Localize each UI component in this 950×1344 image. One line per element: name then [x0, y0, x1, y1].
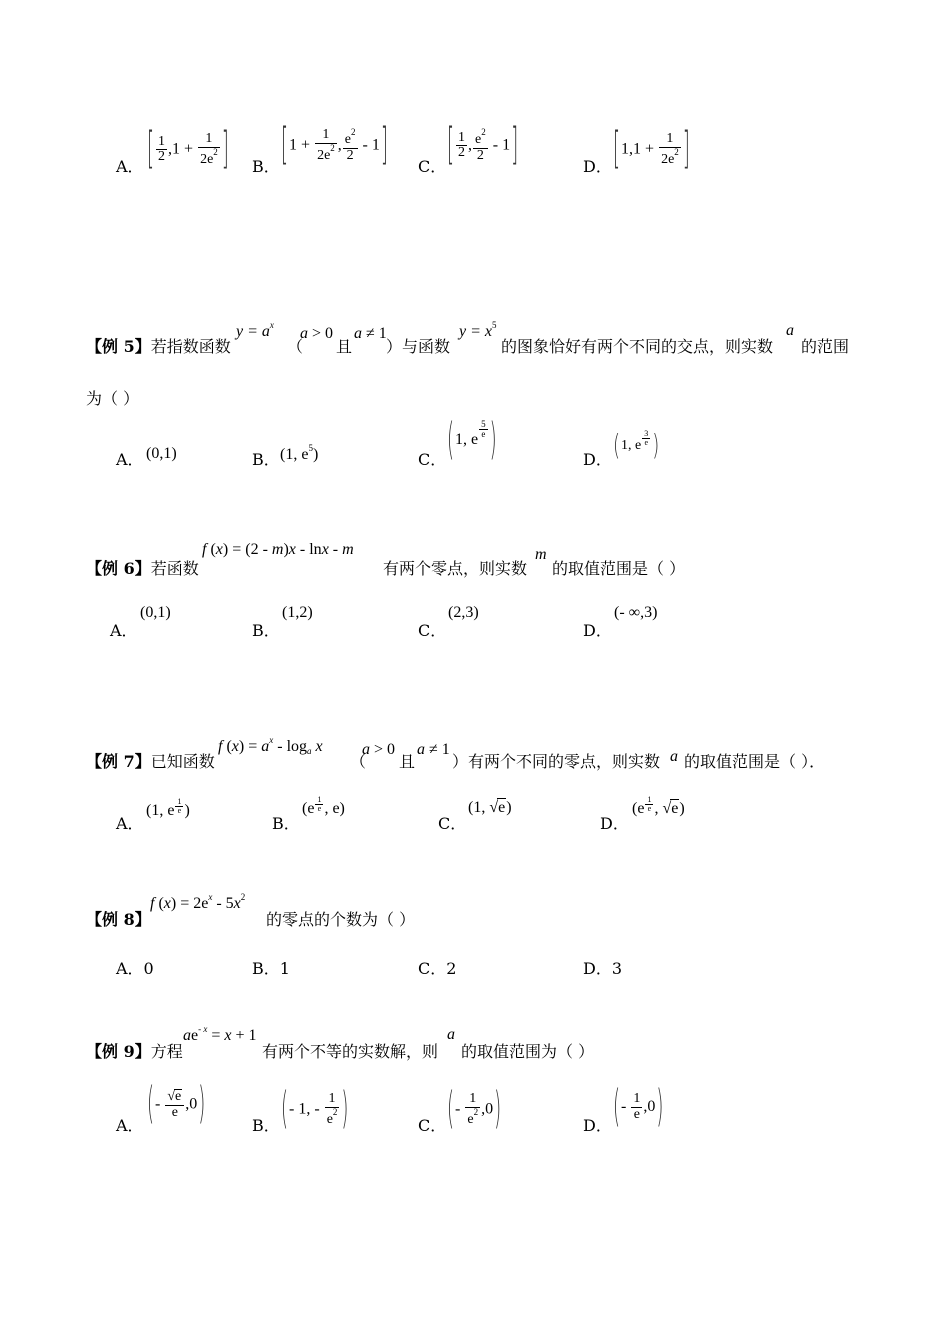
ex5-formula-y-ax: $y = a^x$: [236, 320, 274, 340]
fraction: $\frac{1}{2e^2}$: [200, 131, 218, 167]
ex5-cond-a-pos: a > 0: [300, 325, 334, 342]
ex6-stem-end: 的取值范围是（ ）: [552, 559, 686, 578]
ex9-option-d-label: D．: [583, 1116, 612, 1135]
right-paren: ): [652, 428, 660, 463]
fraction: $\frac{√e}{e}$: [165, 1089, 184, 1120]
ex7-and: 且: [399, 752, 416, 771]
fraction: $\frac{1}{e}$: [633, 1091, 641, 1122]
right-paren: ): [494, 1084, 502, 1135]
fraction: $\frac{1}{e^2}$: [467, 1091, 479, 1127]
ex9-option-a-label: A．: [116, 1116, 144, 1135]
ex4-option-d-expr: [1,1 + $\frac{1}{2e^2}$ ]: [613, 124, 690, 175]
ex9-stem-mid: 有两个不等的实数解，则: [262, 1042, 439, 1061]
ex5-stem-line1: [86, 334, 231, 357]
option-label: D．: [583, 157, 612, 176]
ex7-option-c-expr: (1, √e): [468, 799, 512, 816]
right-bracket: ]: [682, 124, 690, 175]
ex9-option-a-expr: (- $\frac{√e}{e}$ ,0): [147, 1079, 206, 1130]
ex5-option-a-expr: (0,1): [146, 445, 177, 462]
ex5-option-b-label: B．: [252, 450, 280, 469]
ex9-option-d-expr: (- $\frac{1}{e}$ ,0): [613, 1081, 664, 1133]
left-paren: (: [613, 428, 621, 463]
ex4-option-b: [252, 154, 280, 177]
stem-text: 若函数: [150, 559, 199, 578]
fraction: $\frac{e^2}{2}$: [344, 127, 356, 163]
ex7-cond-a-ne-1: a ≠ 1: [417, 741, 450, 758]
ex4-option-b-expr: [1 + $\frac{1}{2e^2}$ , $\frac{e^2}{2}$ - 1]: [281, 120, 388, 171]
ex5-option-b-expr: (1, $e^5$): [280, 443, 319, 463]
ex7-var-a: a: [670, 748, 678, 765]
ex4-option-c: [418, 154, 446, 177]
right-bracket: ]: [380, 120, 388, 171]
ex6-option-d-expr: (- ∞,3): [614, 604, 658, 621]
ex5-and: 且: [336, 337, 353, 356]
left-paren: (: [447, 415, 455, 466]
ex5-option-c-expr: (1, e $^{\frac{5}{e}}$ ): [447, 415, 497, 466]
ex8-stem: 的零点的个数为（ ）: [266, 910, 416, 929]
ex5-stem-tail: 的图象恰好有两个不同的交点，则实数: [501, 337, 774, 356]
ex4-option-a: [116, 154, 144, 177]
ex6-option-c-label: C．: [418, 621, 447, 640]
ex7-cond-a-pos: a > 0: [362, 741, 396, 758]
option-label: C．: [418, 157, 447, 176]
ex9-var-a: a: [447, 1026, 455, 1043]
example-label: 【例 9】: [86, 1042, 151, 1061]
fraction: $\frac{1}{e^2}$: [326, 1091, 338, 1127]
left-bracket: [: [613, 124, 621, 175]
option-label: B．: [252, 157, 280, 176]
ex7-option-d-label: D．: [600, 814, 629, 833]
ex8-function-formula: f $(x) = 2e^x - 5x^2$: [150, 892, 246, 912]
right-paren: ): [198, 1079, 206, 1130]
ex6-stem: [86, 556, 199, 579]
ex6-option-d-label: D．: [583, 621, 612, 640]
ex6-function-formula: f (x) = (2 - m)x - lnx - m: [202, 541, 354, 558]
ex6-option-b-expr: (1,2): [282, 604, 313, 621]
option-label: A．: [116, 157, 144, 176]
ex6-option-b-label: B．: [252, 621, 280, 640]
ex5-stem-line2: 为（ ）: [86, 389, 140, 408]
ex7-paren-open: （: [350, 752, 367, 771]
ex6-stem-mid: 有两个零点，则实数: [383, 559, 528, 578]
example-label: 【例 5】: [86, 337, 151, 356]
ex5-stem-mid: ）与函数: [386, 337, 451, 356]
fraction: $\frac{e^2}{2}$: [475, 127, 486, 163]
ex9-option-c-expr: (- $\frac{1}{e^2}$ ,0): [447, 1084, 502, 1135]
stem-text: 已知函数: [150, 752, 215, 771]
ex8-option-d: D．3: [583, 959, 623, 978]
left-paren: (: [613, 1081, 621, 1133]
right-paren: ): [656, 1081, 664, 1133]
ex5-option-d-label: D．: [583, 450, 612, 469]
ex4-option-a-expr: [ $\frac{1}{2}$ ,1 + $\frac{1}{2e^2}$ ]: [147, 124, 229, 175]
left-paren: (: [281, 1084, 289, 1135]
stem-text: 若指数函数: [150, 337, 231, 356]
stem-text: 方程: [150, 1042, 183, 1061]
right-bracket: ]: [221, 124, 229, 175]
ex9-option-b-label: B．: [252, 1116, 280, 1135]
example-label: 【例 7】: [86, 752, 151, 771]
ex5-var-a: a: [786, 322, 794, 339]
right-bracket: ]: [511, 120, 519, 171]
ex9-equation: $ae^{- x} = x + 1$: [183, 1024, 257, 1044]
ex5-stem-end: 的范围: [801, 337, 850, 356]
ex7-stem-end: 的取值范围是（ ）．: [684, 752, 826, 771]
ex9-stem: [86, 1039, 183, 1062]
ex7-option-a-expr: (1, e $^{\frac{1}{e}}$ ): [146, 797, 190, 819]
ex8-label: 【例 8】: [86, 910, 151, 929]
ex5-cond-a-ne-1: a ≠ 1: [354, 325, 387, 342]
left-paren: (: [147, 1079, 155, 1130]
ex7-stem: [86, 749, 215, 772]
right-paren: ): [341, 1084, 349, 1135]
ex6-option-c-expr: (2,3): [448, 604, 479, 621]
left-bracket: [: [447, 120, 455, 171]
ex6-option-a-expr: (0,1): [140, 604, 171, 621]
left-bracket: [: [147, 124, 155, 175]
ex7-option-d-expr: (e $^{\frac{1}{e}}$ , √e): [632, 795, 685, 817]
ex5-formula-y-x5: $y = x^5$: [459, 320, 497, 340]
ex8-option-b: B．1: [252, 959, 290, 978]
fraction: $\frac{1}{2e^2}$: [661, 131, 679, 167]
ex7-option-b-expr: (e $^{\frac{1}{e}}$ , e): [302, 795, 345, 817]
ex9-stem-end: 的取值范围为（ ）: [461, 1042, 595, 1061]
ex5-paren-open: （: [287, 337, 304, 356]
ex6-var-m: m: [535, 546, 547, 563]
fraction: $\frac{1}{2}$: [458, 129, 466, 161]
left-bracket: [: [281, 120, 289, 171]
ex6-option-a-label: A．: [110, 621, 138, 640]
ex7-option-b-label: B．: [272, 814, 300, 833]
right-paren: ): [489, 415, 497, 466]
ex7-function-formula: f $(x) = a^x - \log_a x$: [218, 735, 323, 756]
fraction: $\frac{1}{2}$: [158, 133, 166, 165]
ex9-option-b-expr: (- 1, - $\frac{1}{e^2}$ ): [281, 1084, 349, 1135]
ex8-option-c: C．2: [418, 959, 457, 978]
ex7-option-a-label: A．: [116, 814, 144, 833]
example-label: 【例 6】: [86, 559, 151, 578]
left-paren: (: [447, 1084, 455, 1135]
ex4-option-d: [583, 154, 612, 177]
ex5-option-d-expr: (1, e $^{\frac{3}{e}}$ ): [613, 428, 660, 463]
ex8-option-a: A．0: [116, 959, 154, 978]
fraction: $\frac{1}{2e^2}$: [317, 127, 335, 163]
ex5-option-c-label: C．: [418, 450, 447, 469]
ex5-option-a-label: A．: [116, 450, 144, 469]
ex7-option-c-label: C．: [438, 814, 467, 833]
ex9-option-c-label: C．: [418, 1116, 447, 1135]
ex4-option-c-expr: [ $\frac{1}{2}$ , $\frac{e^2}{2}$ - 1]: [447, 120, 519, 171]
ex7-stem-mid: ）有两个不同的零点，则实数: [452, 752, 661, 771]
